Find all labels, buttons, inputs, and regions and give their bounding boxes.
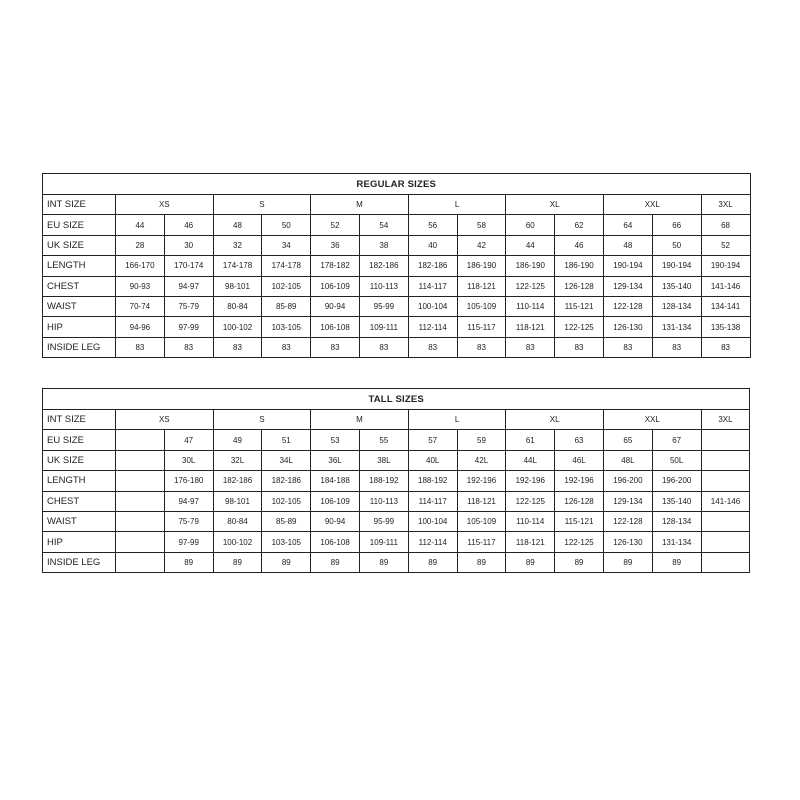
table-cell: 83 — [408, 337, 457, 357]
table-cell: 36L — [311, 450, 360, 470]
table-cell: 83 — [164, 337, 213, 357]
table-cell: 106-108 — [311, 317, 360, 337]
table-cell: 83 — [116, 337, 165, 357]
table-cell: 115-121 — [555, 296, 604, 316]
table-cell: 89 — [506, 552, 555, 572]
table-cell: 112-114 — [408, 317, 457, 337]
table-cell: 126-128 — [555, 276, 604, 296]
table-cell: 122-125 — [506, 276, 555, 296]
table-cell: 110-114 — [506, 511, 555, 531]
int-size-l: L — [408, 195, 506, 215]
table-cell: 46 — [164, 215, 213, 235]
row-label: LENGTH — [43, 471, 116, 491]
table-cell: 49 — [213, 430, 262, 450]
table-cell: 65 — [603, 430, 652, 450]
table-cell: 34L — [262, 450, 311, 470]
table-cell: 83 — [457, 337, 506, 357]
table-cell: 53 — [311, 430, 360, 450]
table-cell: 100-104 — [408, 511, 457, 531]
table-cell: 32L — [213, 450, 262, 470]
table-cell: 38 — [359, 235, 408, 255]
table-cell: 98-101 — [213, 276, 262, 296]
table-cell: 192-196 — [506, 471, 555, 491]
table-cell: 83 — [555, 337, 604, 357]
int-size-l: L — [408, 410, 506, 430]
table-cell: 141-146 — [701, 491, 750, 511]
table-cell: 52 — [311, 215, 360, 235]
table-cell: 83 — [603, 337, 652, 357]
table-cell: 32 — [213, 235, 262, 255]
table-cell: 50 — [262, 215, 311, 235]
row-label: HIP — [43, 532, 116, 552]
table-cell: 182-186 — [262, 471, 311, 491]
int-size-3xl: 3XL — [701, 195, 750, 215]
table-row — [43, 491, 750, 511]
table-cell: 89 — [164, 552, 213, 572]
table-cell: 80-84 — [213, 296, 262, 316]
table-row — [43, 317, 751, 337]
table-cell: 52 — [701, 235, 750, 255]
table-cell: 38L — [359, 450, 408, 470]
table-title-row — [43, 174, 751, 195]
table-cell: 83 — [652, 337, 701, 357]
table-cell: 174-178 — [213, 256, 262, 276]
row-label: HIP — [43, 317, 116, 337]
table-cell: 182-186 — [213, 471, 262, 491]
table-row — [43, 296, 751, 316]
table-cell: 44 — [116, 215, 165, 235]
table-cell: 44L — [506, 450, 555, 470]
table-cell: 34 — [262, 235, 311, 255]
table-cell: 135-138 — [701, 317, 750, 337]
table-cell: 90-94 — [311, 511, 360, 531]
int-size-3xl: 3XL — [701, 410, 750, 430]
table-cell: 103-105 — [262, 317, 311, 337]
int-size-row — [43, 410, 750, 430]
table-cell: 118-121 — [457, 276, 506, 296]
table-cell: 134-141 — [701, 296, 750, 316]
table-cell: 114-117 — [408, 491, 457, 511]
table-cell: 190-194 — [652, 256, 701, 276]
table-cell: 196-200 — [603, 471, 652, 491]
table-cell: 94-96 — [116, 317, 165, 337]
table-row — [43, 450, 750, 470]
table-cell: 109-111 — [359, 317, 408, 337]
table-cell: 57 — [408, 430, 457, 450]
table-cell: 70-74 — [116, 296, 165, 316]
table-cell: 131-134 — [652, 532, 701, 552]
table-cell — [701, 430, 750, 450]
table-cell: 122-128 — [603, 296, 652, 316]
table-cell: 89 — [408, 552, 457, 572]
table-cell: 122-125 — [555, 532, 604, 552]
table-cell: 114-117 — [408, 276, 457, 296]
table-cell: 89 — [603, 552, 652, 572]
table-cell: 83 — [262, 337, 311, 357]
table-title: REGULAR SIZES — [43, 174, 751, 195]
table-cell: 85-89 — [262, 511, 311, 531]
table-cell: 59 — [457, 430, 506, 450]
table-cell — [701, 471, 750, 491]
row-label: UK SIZE — [43, 450, 116, 470]
table-cell: 135-140 — [652, 276, 701, 296]
table-row — [43, 552, 750, 572]
table-cell: 62 — [555, 215, 604, 235]
table-cell: 190-194 — [701, 256, 750, 276]
table-cell: 89 — [213, 552, 262, 572]
table-cell: 44 — [506, 235, 555, 255]
table-cell: 48L — [603, 450, 652, 470]
table-cell: 192-196 — [555, 471, 604, 491]
table-cell — [116, 471, 165, 491]
row-label: LENGTH — [43, 256, 116, 276]
table-cell: 186-190 — [457, 256, 506, 276]
table-cell: 28 — [116, 235, 165, 255]
row-label: INT SIZE — [43, 410, 116, 430]
table-cell: 40L — [408, 450, 457, 470]
table-cell: 89 — [359, 552, 408, 572]
table-cell: 105-109 — [457, 296, 506, 316]
table-cell: 192-196 — [457, 471, 506, 491]
table-cell: 83 — [701, 337, 750, 357]
table-cell: 89 — [311, 552, 360, 572]
table-cell: 105-109 — [457, 511, 506, 531]
table-cell: 51 — [262, 430, 311, 450]
int-size-s: S — [213, 195, 311, 215]
table-cell: 188-192 — [408, 471, 457, 491]
table-row — [43, 215, 751, 235]
table-cell: 97-99 — [164, 317, 213, 337]
table-cell: 128-134 — [652, 296, 701, 316]
table-cell — [116, 450, 165, 470]
table-cell: 115-117 — [457, 532, 506, 552]
row-label: INSIDE LEG — [43, 552, 116, 572]
table-cell: 186-190 — [555, 256, 604, 276]
row-label: EU SIZE — [43, 215, 116, 235]
table-cell: 103-105 — [262, 532, 311, 552]
tall-sizes-table — [42, 388, 750, 573]
table-cell: 85-89 — [262, 296, 311, 316]
table-cell: 131-134 — [652, 317, 701, 337]
table-cell: 46 — [555, 235, 604, 255]
table-title-row — [43, 389, 750, 410]
table-cell: 110-113 — [359, 491, 408, 511]
row-label: CHEST — [43, 491, 116, 511]
table-cell: 83 — [506, 337, 555, 357]
int-size-row — [43, 195, 751, 215]
table-cell: 100-102 — [213, 317, 262, 337]
table-cell: 182-186 — [408, 256, 457, 276]
table-row — [43, 235, 751, 255]
row-label: EU SIZE — [43, 430, 116, 450]
table-cell: 106-109 — [311, 491, 360, 511]
int-size-xs: XS — [116, 195, 214, 215]
int-size-xl: XL — [506, 195, 604, 215]
table-cell: 98-101 — [213, 491, 262, 511]
table-cell: 109-111 — [359, 532, 408, 552]
table-row — [43, 511, 750, 531]
table-cell — [701, 450, 750, 470]
table-cell: 42L — [457, 450, 506, 470]
table-cell: 60 — [506, 215, 555, 235]
table-cell: 48 — [603, 235, 652, 255]
table-cell: 129-134 — [603, 276, 652, 296]
table-cell: 40 — [408, 235, 457, 255]
table-cell — [116, 430, 165, 450]
int-size-xs: XS — [116, 410, 214, 430]
table-cell: 90-93 — [116, 276, 165, 296]
table-cell: 89 — [457, 552, 506, 572]
table-cell — [701, 532, 750, 552]
table-cell: 141-146 — [701, 276, 750, 296]
int-size-xxl: XXL — [603, 195, 701, 215]
table-cell: 102-105 — [262, 491, 311, 511]
table-cell: 122-128 — [603, 511, 652, 531]
table-cell: 166-170 — [116, 256, 165, 276]
table-cell: 50 — [652, 235, 701, 255]
table-cell: 106-108 — [311, 532, 360, 552]
table-cell: 100-104 — [408, 296, 457, 316]
table-cell: 46L — [555, 450, 604, 470]
table-cell: 110-113 — [359, 276, 408, 296]
table-cell: 178-182 — [311, 256, 360, 276]
table-row — [43, 337, 751, 357]
table-cell: 122-125 — [555, 317, 604, 337]
table-cell: 115-121 — [555, 511, 604, 531]
table-cell: 50L — [652, 450, 701, 470]
table-cell: 126-130 — [603, 317, 652, 337]
row-label: WAIST — [43, 296, 116, 316]
table-cell: 67 — [652, 430, 701, 450]
table-cell: 115-117 — [457, 317, 506, 337]
table-cell: 30L — [164, 450, 213, 470]
table-cell: 122-125 — [506, 491, 555, 511]
table-title: TALL SIZES — [43, 389, 750, 410]
table-cell: 83 — [359, 337, 408, 357]
table-cell: 118-121 — [506, 317, 555, 337]
table-cell — [701, 552, 750, 572]
table-cell: 75-79 — [164, 296, 213, 316]
table-cell: 95-99 — [359, 296, 408, 316]
table-cell: 126-130 — [603, 532, 652, 552]
table-cell: 135-140 — [652, 491, 701, 511]
table-cell: 170-174 — [164, 256, 213, 276]
table-cell: 110-114 — [506, 296, 555, 316]
table-cell: 106-109 — [311, 276, 360, 296]
table-cell: 89 — [262, 552, 311, 572]
table-cell: 186-190 — [506, 256, 555, 276]
table-cell: 176-180 — [164, 471, 213, 491]
table-cell: 75-79 — [164, 511, 213, 531]
table-cell: 94-97 — [164, 491, 213, 511]
table-cell: 83 — [311, 337, 360, 357]
table-cell: 126-128 — [555, 491, 604, 511]
table-cell: 190-194 — [603, 256, 652, 276]
int-size-s: S — [213, 410, 311, 430]
table-row — [43, 532, 750, 552]
table-cell — [116, 532, 165, 552]
table-cell: 36 — [311, 235, 360, 255]
table-cell: 83 — [213, 337, 262, 357]
table-cell: 102-105 — [262, 276, 311, 296]
table-cell: 54 — [359, 215, 408, 235]
table-row — [43, 276, 751, 296]
table-cell: 188-192 — [359, 471, 408, 491]
table-cell: 196-200 — [652, 471, 701, 491]
regular-sizes-table — [42, 173, 751, 358]
row-label: CHEST — [43, 276, 116, 296]
table-row — [43, 256, 751, 276]
table-cell: 182-186 — [359, 256, 408, 276]
table-cell: 174-178 — [262, 256, 311, 276]
table-cell — [116, 511, 165, 531]
int-size-xl: XL — [506, 410, 604, 430]
table-cell: 80-84 — [213, 511, 262, 531]
table-cell — [701, 511, 750, 531]
int-size-m: M — [311, 195, 409, 215]
table-cell — [116, 552, 165, 572]
table-cell: 55 — [359, 430, 408, 450]
table-cell: 89 — [652, 552, 701, 572]
row-label: UK SIZE — [43, 235, 116, 255]
table-cell: 30 — [164, 235, 213, 255]
table-cell: 95-99 — [359, 511, 408, 531]
table-cell: 184-188 — [311, 471, 360, 491]
row-label: INSIDE LEG — [43, 337, 116, 357]
table-cell: 89 — [555, 552, 604, 572]
table-cell: 128-134 — [652, 511, 701, 531]
table-row — [43, 430, 750, 450]
row-label: INT SIZE — [43, 195, 116, 215]
table-cell: 97-99 — [164, 532, 213, 552]
table-cell: 63 — [555, 430, 604, 450]
table-cell: 58 — [457, 215, 506, 235]
table-cell: 68 — [701, 215, 750, 235]
table-cell: 90-94 — [311, 296, 360, 316]
table-cell: 100-102 — [213, 532, 262, 552]
row-label: WAIST — [43, 511, 116, 531]
table-cell: 56 — [408, 215, 457, 235]
table-cell: 64 — [603, 215, 652, 235]
table-cell: 112-114 — [408, 532, 457, 552]
table-cell: 94-97 — [164, 276, 213, 296]
table-cell: 118-121 — [457, 491, 506, 511]
int-size-m: M — [311, 410, 409, 430]
table-cell: 61 — [506, 430, 555, 450]
table-cell: 47 — [164, 430, 213, 450]
table-cell: 129-134 — [603, 491, 652, 511]
int-size-xxl: XXL — [603, 410, 701, 430]
table-cell — [116, 491, 165, 511]
table-cell: 42 — [457, 235, 506, 255]
table-cell: 48 — [213, 215, 262, 235]
table-row — [43, 471, 750, 491]
table-cell: 66 — [652, 215, 701, 235]
table-cell: 118-121 — [506, 532, 555, 552]
